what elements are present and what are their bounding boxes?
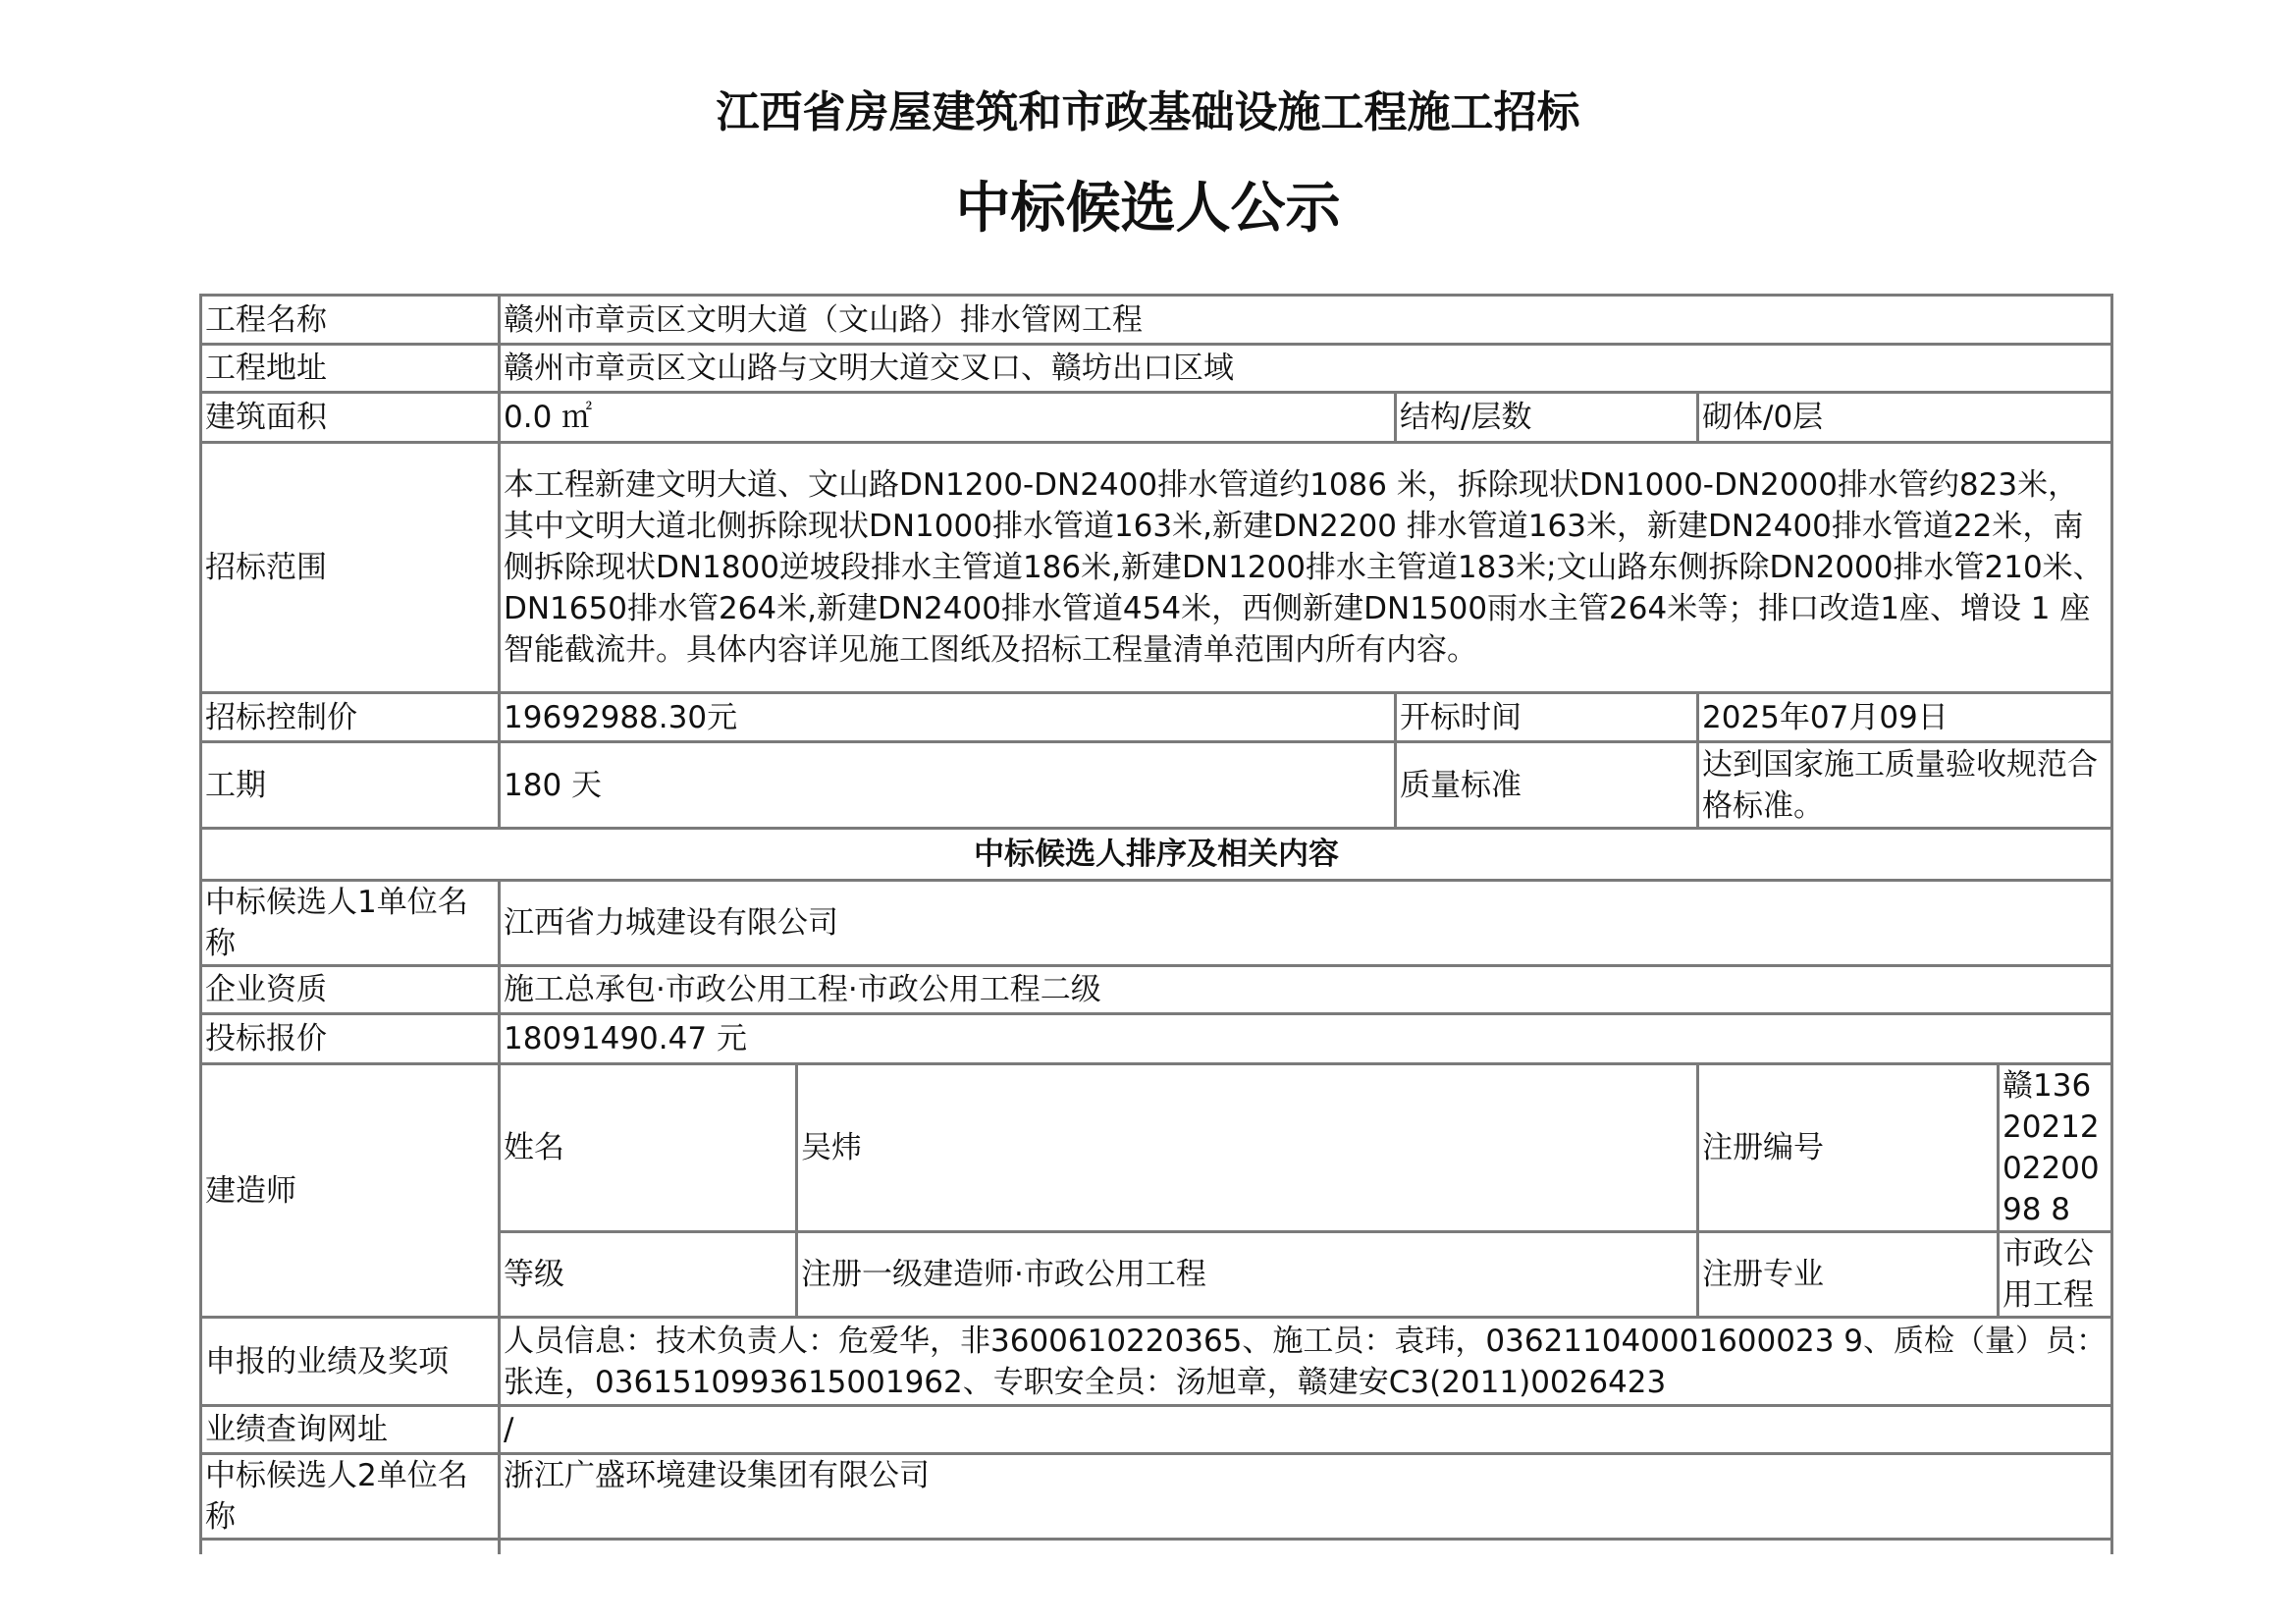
cell bbox=[500, 1540, 2112, 1555]
building-area: 0.0 ㎡ bbox=[500, 393, 1396, 443]
candidate1-name: 江西省力城建设有限公司 bbox=[500, 881, 2112, 966]
registration-number: 赣136202120220098 8 bbox=[1999, 1064, 2112, 1232]
table-row bbox=[201, 1064, 2112, 1232]
label: 业绩查询网址 bbox=[201, 1406, 500, 1454]
constructor-grade: 注册一级建造师·市政公用工程 bbox=[797, 1232, 1698, 1318]
label: 建造师 bbox=[201, 1064, 500, 1318]
candidate2-name: 浙江广盛环境建设集团有限公司 bbox=[500, 1454, 2112, 1540]
registration-specialty: 市政公用工程 bbox=[1999, 1232, 2112, 1318]
candidate1-qualification: 施工总承包·市政公用工程·市政公用工程二级 bbox=[500, 966, 2112, 1014]
label: 建筑面积 bbox=[201, 393, 500, 443]
label: 开标时间 bbox=[1396, 693, 1698, 742]
section-header: 中标候选人排序及相关内容 bbox=[201, 829, 2112, 881]
label: 质量标准 bbox=[1396, 742, 1698, 829]
label: 申报的业绩及奖项 bbox=[201, 1318, 500, 1406]
label: 等级 bbox=[500, 1232, 797, 1318]
quality-standard: 达到国家施工质量验收规范合格标准。 bbox=[1698, 742, 2112, 829]
table-row bbox=[201, 1014, 2112, 1064]
document-subtitle: 中标候选人公示 bbox=[955, 176, 1341, 241]
label: 工程名称 bbox=[201, 296, 500, 345]
table-row bbox=[201, 742, 2112, 829]
table-row bbox=[201, 966, 2112, 1014]
label: 姓名 bbox=[500, 1064, 797, 1232]
label: 招标范围 bbox=[201, 443, 500, 693]
label: 投标报价 bbox=[201, 1014, 500, 1064]
cell bbox=[201, 1540, 500, 1555]
label: 注册编号 bbox=[1698, 1064, 1999, 1232]
table-row bbox=[201, 1406, 2112, 1454]
label: 招标控制价 bbox=[201, 693, 500, 742]
label: 中标候选人1单位名称 bbox=[201, 881, 500, 966]
project-name: 赣州市章贡区文明大道（文山路）排水管网工程 bbox=[500, 296, 2112, 345]
table-row bbox=[201, 1454, 2112, 1540]
bid-scope: 本工程新建文明大道、文山路DN1200-DN2400排水管道约1086 米，拆除现状DN1000-DN2000排水管约823米，其中文明大道北侧拆除现状DN1000排水管道163米,新建DN2200 排水管道163米，新建DN2400排水管道22米，南侧拆除现状DN1800逆坡段排水主管道186米,新建DN1200排水主管道183米;文山路东侧拆除DN2000排水管210米、DN1650排水管264米,新建DN2400排水管道454米，西侧新建DN1500雨水主管264米等；排口改造1座、增设 1 座智能截流井。具体内容详见施工图纸及招标工程量清单范围内所有内容。 bbox=[500, 443, 2112, 693]
table-row bbox=[201, 393, 2112, 443]
label: 工期 bbox=[201, 742, 500, 829]
table-row bbox=[201, 296, 2112, 345]
label: 中标候选人2单位名称 bbox=[201, 1454, 500, 1540]
achievements: 人员信息：技术负责人：危爱华，非3600610220365、施工员：袁玮，036211040001600023 9、质检（量）员：张连，0361510993615001962、专职安全员：汤旭章，赣建安C3(2011)0026423 bbox=[500, 1318, 2112, 1406]
table-row bbox=[201, 693, 2112, 742]
table-row bbox=[201, 881, 2112, 966]
label: 注册专业 bbox=[1698, 1232, 1999, 1318]
structure-floors: 砌体/0层 bbox=[1698, 393, 2112, 443]
table-row bbox=[201, 345, 2112, 393]
candidate1-bid: 18091490.47 元 bbox=[500, 1014, 2112, 1064]
duration: 180 天 bbox=[500, 742, 1396, 829]
document-title: 江西省房屋建筑和市政基础设施工程施工招标 bbox=[716, 87, 1580, 137]
table-row bbox=[201, 443, 2112, 693]
label: 结构/层数 bbox=[1396, 393, 1698, 443]
table-row bbox=[201, 829, 2112, 881]
table-row-cut bbox=[201, 1540, 2112, 1555]
query-url: / bbox=[500, 1406, 2112, 1454]
label: 企业资质 bbox=[201, 966, 500, 1014]
label: 工程地址 bbox=[201, 345, 500, 393]
control-price: 19692988.30元 bbox=[500, 693, 1396, 742]
open-time: 2025年07月09日 bbox=[1698, 693, 2112, 742]
project-address: 赣州市章贡区文山路与文明大道交叉口、赣坊出口区域 bbox=[500, 345, 2112, 393]
constructor-name: 吴炜 bbox=[797, 1064, 1698, 1232]
table-row bbox=[201, 1318, 2112, 1406]
announcement-table bbox=[199, 294, 2113, 1554]
